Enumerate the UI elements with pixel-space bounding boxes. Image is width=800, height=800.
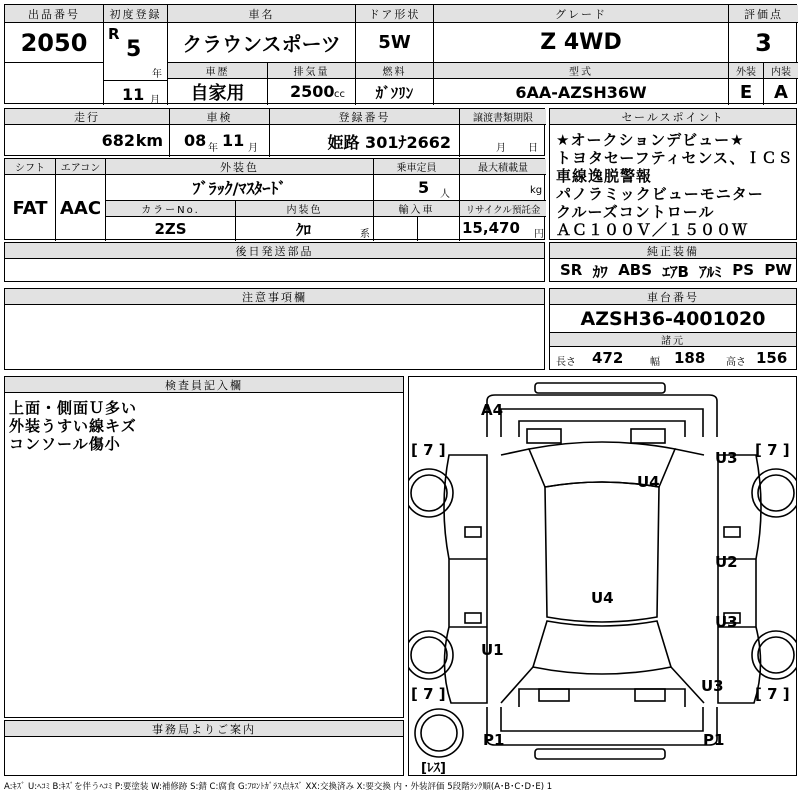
model-label: 型式 [433, 63, 728, 79]
damage-mark: U4 [637, 473, 660, 491]
equipment-label: 純正装備 [550, 243, 796, 259]
color-no: 2ZS [105, 217, 235, 241]
spare-tire-mark: [ﾚｽ] [421, 761, 446, 776]
int-color-unit: 系 [360, 229, 370, 240]
score: 3 [728, 23, 798, 63]
door: 5W [355, 23, 433, 63]
fuel: ｶﾞｿﾘﾝ [355, 79, 433, 105]
equipment-item: PS [732, 261, 755, 279]
damage-mark: U3 [715, 613, 738, 631]
reg-year: 5 [126, 37, 142, 62]
era: R [108, 25, 120, 43]
transfer-day-unit: 日 [528, 143, 538, 154]
int-color-cell [235, 217, 373, 241]
spec-label: 諸元 [550, 333, 796, 347]
sales-points-label: セールスポイント [550, 109, 796, 125]
insp-month-unit: 月 [248, 143, 258, 154]
sales-point-item: クルーズコントロール [556, 203, 715, 221]
capacity-label: 乗車定員 [373, 159, 459, 175]
sales-point-item: トヨタセーフティセンス、ＩＣＳ [556, 149, 794, 167]
ext-label: 外装 [728, 63, 763, 79]
recycle-label: リサイクル預託金 [459, 201, 546, 217]
grade: Z 4WD [433, 23, 728, 63]
capacity-unit: 人 [440, 189, 450, 200]
recycle-unit: 円 [534, 229, 544, 240]
chassis-number: AZSH36-4001020 [550, 305, 796, 333]
int-color: ｸﾛ [296, 221, 312, 239]
disp-cell [267, 79, 355, 105]
damage-legend: A:ｷｽﾞ U:ﾍｺﾐ B:ｷｽﾞを伴うﾍｺﾐ P:要塗装 W:補修跡 S:錆 C:腐食 G:ﾌﾛﾝﾄｶﾞﾗｽ点ｷｽﾞ XX:交換済み X:要交換 内・外装評価 5段階ﾗﾝｸ順(A･B･C･D･E) 1 [4, 782, 553, 792]
spec-section [4, 158, 545, 240]
car-diagram [409, 377, 796, 775]
reg-no-label: 登録番号 [269, 109, 459, 125]
fuel-label: 燃料 [355, 63, 433, 79]
car-name-label: 車名 [167, 5, 355, 23]
transfer-label: 譲渡書類期限 [459, 109, 546, 125]
later-parts-label: 後日発送部品 [5, 243, 544, 259]
damage-mark: U3 [701, 677, 724, 695]
inspector-section [4, 376, 404, 718]
int-color-label: 内装色 [235, 201, 373, 217]
model: 6AA-AZSH36W [433, 79, 728, 105]
equipment-item: ｴｱB [662, 263, 689, 281]
transfer-cell [459, 125, 546, 157]
reg-no: 姫路 301ﾅ2662 [269, 125, 459, 157]
equipment-item: SR [560, 261, 583, 279]
int-label: 内装 [763, 63, 798, 79]
damage-mark: U3 [715, 449, 738, 467]
tire-tread-rear-right: [ 7 ] [755, 685, 790, 703]
later-parts-section [4, 242, 545, 282]
capacity-cell [373, 175, 459, 201]
mileage-cell [5, 125, 169, 157]
first-reg-label: 初度登録 [103, 5, 167, 23]
width: 188 [674, 349, 706, 367]
import-label: 輸入車 [373, 201, 459, 217]
color: ﾌﾞﾗｯｸ/ﾏｽﾀｰﾄﾞ [105, 175, 373, 201]
grade-label: グレード [433, 5, 728, 23]
notes-section [4, 288, 545, 370]
mileage: 682 [101, 131, 135, 150]
disp-unit: cc [334, 89, 345, 100]
score-label: 評価点 [728, 5, 798, 23]
insp-month: 11 [222, 131, 245, 150]
dimension-row [550, 347, 796, 371]
month-unit: 月 [150, 95, 160, 106]
capacity: 5 [418, 178, 430, 197]
recycle-cell [459, 217, 546, 241]
equipment-section [549, 242, 797, 282]
damage-mark: U1 [481, 641, 504, 659]
lot-no: 2050 [5, 23, 103, 63]
load-cell [459, 175, 546, 201]
load-label: 最大積載量 [459, 159, 546, 175]
sales-point-item: ★オークションデビュー★ [556, 131, 745, 149]
notes-label: 注意事項欄 [5, 289, 544, 305]
inspector-note: コンソール傷小 [9, 435, 121, 453]
tire-tread-rear-left: [ 7 ] [411, 685, 446, 703]
disp: 2500 [290, 82, 335, 101]
inspector-note: 上面・側面Ｕ多い [9, 399, 138, 417]
equipment-item: ｱﾙﾐ [699, 263, 722, 281]
length: 472 [592, 349, 624, 367]
year-unit: 年 [152, 69, 162, 80]
inspector-note: 外装うすい線キズ [9, 417, 137, 435]
inspector-label: 検査員記入欄 [5, 377, 403, 393]
damage-mark: U2 [715, 553, 738, 571]
ac: AAC [55, 175, 105, 241]
office-section [4, 720, 404, 776]
tire-tread-front-left: [ 7 ] [411, 441, 446, 459]
office-label: 事務局よりご案内 [5, 721, 403, 737]
lot-no-label: 出品番号 [5, 5, 103, 23]
recycle: 15,470 [462, 219, 520, 237]
insp-year: 08 [184, 131, 207, 150]
history-label: 車歴 [167, 63, 267, 79]
color-no-label: カラーNo. [105, 201, 235, 217]
chassis-label: 車台番号 [550, 289, 796, 305]
insp-year-unit: 年 [208, 143, 218, 154]
width-label: 幅 [650, 357, 660, 368]
int-score: A [763, 79, 798, 105]
damage-mark: A4 [481, 401, 504, 419]
ac-label: エアコン [55, 159, 105, 175]
ext-score: E [728, 79, 763, 105]
shift-label: シフト [5, 159, 55, 175]
inspection-cell [169, 125, 269, 157]
damage-mark: U4 [591, 589, 614, 607]
sales-point-item: 車線逸脱警報 [556, 167, 653, 185]
equipment-list [560, 261, 792, 282]
header-section [4, 4, 797, 104]
reg-month: 11 [122, 85, 145, 104]
history: 自家用 [167, 79, 267, 105]
mileage-unit: km [135, 131, 163, 150]
length-label: 長さ [556, 357, 576, 368]
load-unit: kg [530, 185, 543, 196]
height: 156 [756, 349, 788, 367]
tire-tread-front-right: [ 7 ] [755, 441, 790, 459]
import-cell [373, 217, 459, 241]
equipment-item: PW [764, 261, 792, 279]
transfer-month-unit: 月 [496, 143, 506, 154]
car-name: クラウンスポーツ [167, 23, 355, 63]
car-diagram-section [408, 376, 797, 776]
mileage-section [4, 108, 545, 156]
chassis-section [549, 288, 797, 370]
sales-point-item: パノラミックビューモニター [556, 185, 764, 203]
first-reg-cell [103, 23, 167, 105]
equipment-item: ABS [618, 261, 653, 279]
equipment-item: ｶﾜ [592, 263, 608, 281]
door-label: ドア形状 [355, 5, 433, 23]
height-label: 高さ [726, 357, 746, 368]
color-label: 外装色 [105, 159, 373, 175]
mileage-label: 走行 [5, 109, 169, 125]
sales-point-item: ＡＣ１００Ｖ／１５００Ｗ [556, 221, 749, 239]
damage-mark: P1 [483, 731, 505, 749]
inspection-label: 車検 [169, 109, 269, 125]
shift: FAT [12, 197, 48, 219]
sales-points-section [549, 108, 797, 240]
damage-mark: P1 [703, 731, 725, 749]
disp-label: 排気量 [267, 63, 355, 79]
